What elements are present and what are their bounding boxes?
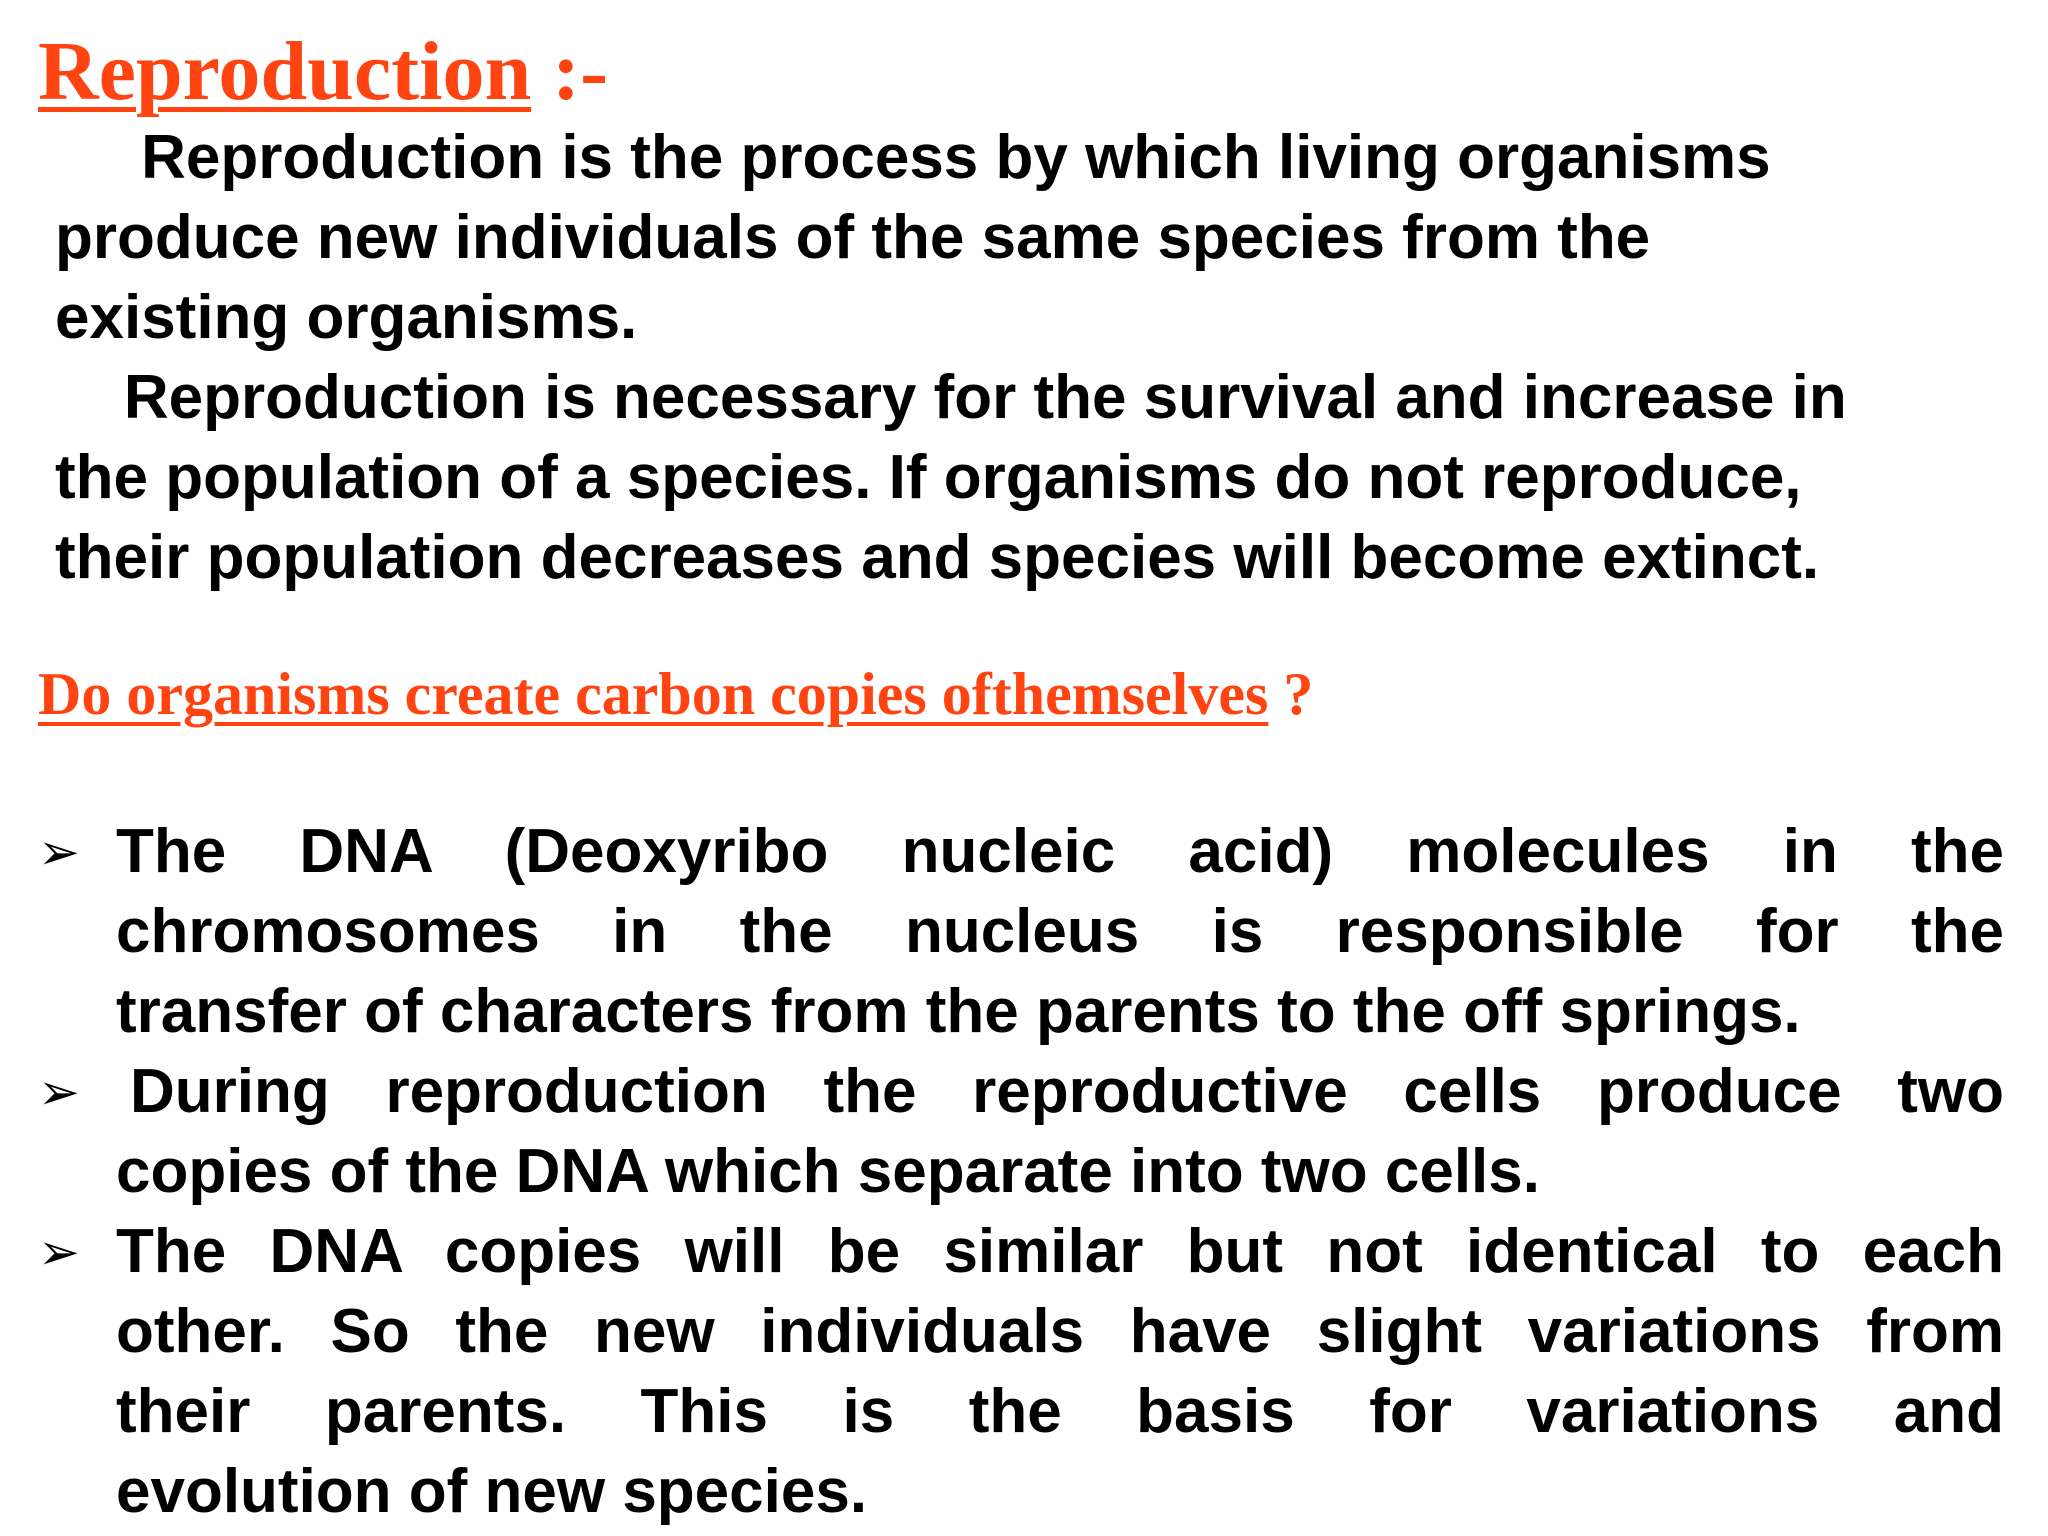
arrow-bullet-icon: ➢ (38, 1223, 80, 1281)
title-suffix: :- (531, 25, 609, 118)
intro-line: their population decreases and species will become extinct. (55, 523, 1820, 592)
bullet-line: their parents. This is the basis for variations and (116, 1377, 2004, 1446)
bullet-line: The DNA (Deoxyribo nucleic acid) molecules in the (116, 817, 2004, 886)
question-text: Do organisms create carbon copies ofthemselves (38, 661, 1269, 727)
section-question (38, 654, 1313, 734)
intro-line: Reproduction is the process by which living organisms (55, 123, 1771, 192)
bullet-line: copies of the DNA which separate into two cells. (116, 1137, 1540, 1206)
arrow-bullet-icon: ➢ (38, 1063, 80, 1121)
list-item (38, 1052, 2004, 1212)
bullet-line: evolution of new species. (116, 1457, 868, 1526)
list-item (38, 1212, 2004, 1532)
list-item (38, 812, 2004, 1052)
slide-title (38, 22, 608, 122)
bullet-line: chromosomes in the nucleus is responsible for the (116, 897, 2004, 966)
intro-line: existing organisms. (55, 283, 638, 352)
bullet-line: The DNA copies will be similar but not identical to each (116, 1217, 2004, 1286)
intro-line: Reproduction is necessary for the survival and increase in (55, 363, 1847, 432)
intro-line: produce new individuals of the same species from the (55, 203, 1651, 272)
intro-paragraph (55, 118, 2045, 598)
intro-line: the population of a species. If organisms do not reproduce, (55, 443, 1802, 512)
bullet-line: During reproduction the reproductive cells produce two (130, 1057, 2004, 1126)
arrow-bullet-icon: ➢ (38, 823, 80, 881)
bullet-line: transfer of characters from the parents to the off springs. (116, 977, 1801, 1046)
question-suffix: ? (1268, 661, 1314, 727)
bullet-line: other. So the new individuals have slight variations from (116, 1297, 2004, 1366)
title-text: Reproduction (38, 25, 532, 118)
bullet-list (38, 812, 2004, 1532)
